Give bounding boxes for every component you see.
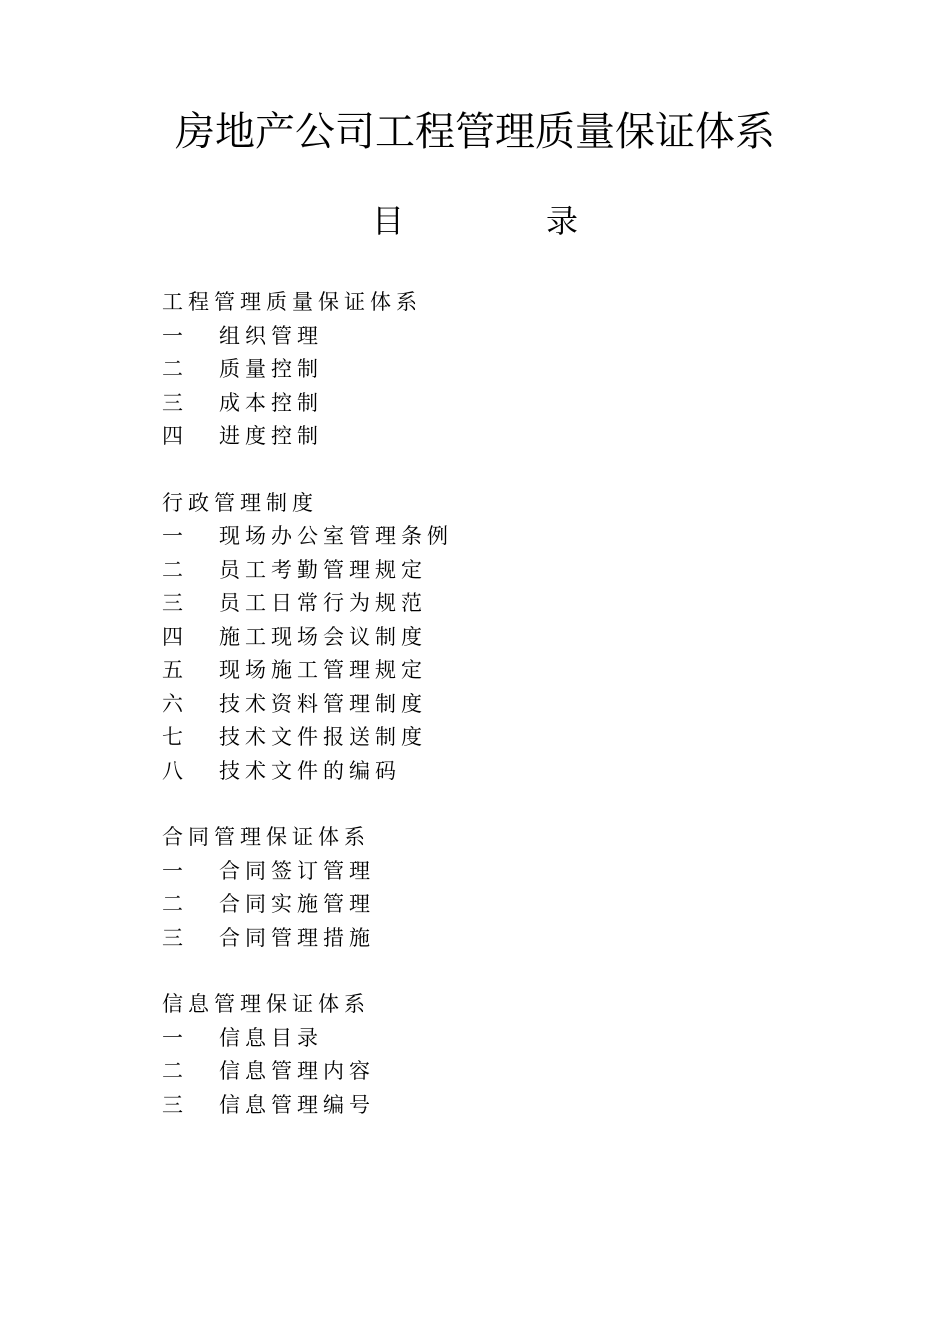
toc-section	[162, 821, 862, 955]
toc-item-text: 合同管理措施	[219, 925, 375, 950]
toc-item	[162, 1089, 862, 1123]
toc-item-number: 六	[162, 691, 183, 716]
toc-item	[162, 755, 862, 789]
toc-item	[162, 587, 862, 621]
toc-item-text: 进度控制	[219, 424, 323, 448]
toc-item-text: 现场施工管理规定	[219, 658, 427, 682]
toc-item-text: 组织管理	[219, 323, 323, 348]
toc-item-number: 二	[162, 357, 183, 381]
toc-item-number: 一	[162, 1025, 183, 1050]
toc-heading	[0, 196, 950, 246]
toc-item-number: 三	[162, 1092, 183, 1117]
toc-item-text: 技术文件报送制度	[219, 725, 427, 749]
toc-item	[162, 654, 862, 688]
toc-item-text: 质量控制	[219, 357, 323, 381]
toc-item-number: 一	[162, 323, 183, 348]
toc-item	[162, 320, 862, 354]
toc-item	[162, 554, 862, 588]
toc-item-text: 信息目录	[219, 1025, 323, 1050]
toc-item	[162, 721, 862, 755]
toc-item-text: 员工日常行为规范	[219, 591, 427, 615]
toc-section-title: 合同管理保证体系	[162, 825, 370, 849]
toc-item-text: 技术文件的编码	[219, 758, 401, 783]
toc-item	[162, 387, 862, 421]
toc-section-title: 信息管理保证体系	[162, 992, 370, 1016]
toc-item-text: 成本控制	[219, 390, 323, 415]
toc-item-number: 二	[162, 1059, 183, 1083]
toc-item-text: 信息管理编号	[219, 1092, 375, 1117]
toc-item-text: 合同签订管理	[219, 858, 375, 883]
toc-item-text: 信息管理内容	[219, 1059, 375, 1083]
toc-item-number: 三	[162, 591, 183, 615]
toc-item-number: 三	[162, 925, 183, 950]
toc-item-text: 技术资料管理制度	[219, 691, 427, 716]
toc-item	[162, 855, 862, 889]
toc-item	[162, 1022, 862, 1056]
toc-item-number: 一	[162, 858, 183, 883]
toc-item	[162, 621, 862, 655]
toc-item-number: 四	[162, 624, 183, 649]
toc-item	[162, 420, 862, 454]
toc-section	[162, 988, 862, 1122]
toc-section-title: 工程管理质量保证体系	[162, 290, 422, 314]
toc-item-number: 四	[162, 424, 183, 448]
toc-item	[162, 1055, 862, 1089]
toc-heading-char-2: 录	[546, 202, 579, 240]
toc-item	[162, 353, 862, 387]
toc-item-number: 一	[162, 524, 183, 548]
toc-item	[162, 688, 862, 722]
toc-heading-char-1: 目	[372, 202, 405, 240]
document-title: 房地产公司工程管理质量保证体系	[175, 109, 775, 155]
toc-item	[162, 888, 862, 922]
toc-item-number: 二	[162, 557, 183, 582]
toc-item-number: 八	[162, 758, 183, 783]
toc-item-number: 三	[162, 390, 183, 415]
toc-item-text: 员工考勤管理规定	[219, 557, 427, 582]
toc-item	[162, 922, 862, 956]
toc-item	[162, 520, 862, 554]
toc-item-number: 二	[162, 892, 183, 916]
toc-item-text: 合同实施管理	[219, 892, 375, 916]
toc-section	[162, 286, 862, 454]
toc-item-number: 七	[162, 725, 183, 749]
toc-item-number: 五	[162, 658, 183, 682]
toc-item-text: 施工现场会议制度	[219, 624, 427, 649]
toc-section-title: 行政管理制度	[162, 490, 318, 515]
table-of-contents	[162, 286, 862, 1155]
toc-section	[162, 487, 862, 789]
toc-item-text: 现场办公室管理条例	[219, 524, 453, 548]
